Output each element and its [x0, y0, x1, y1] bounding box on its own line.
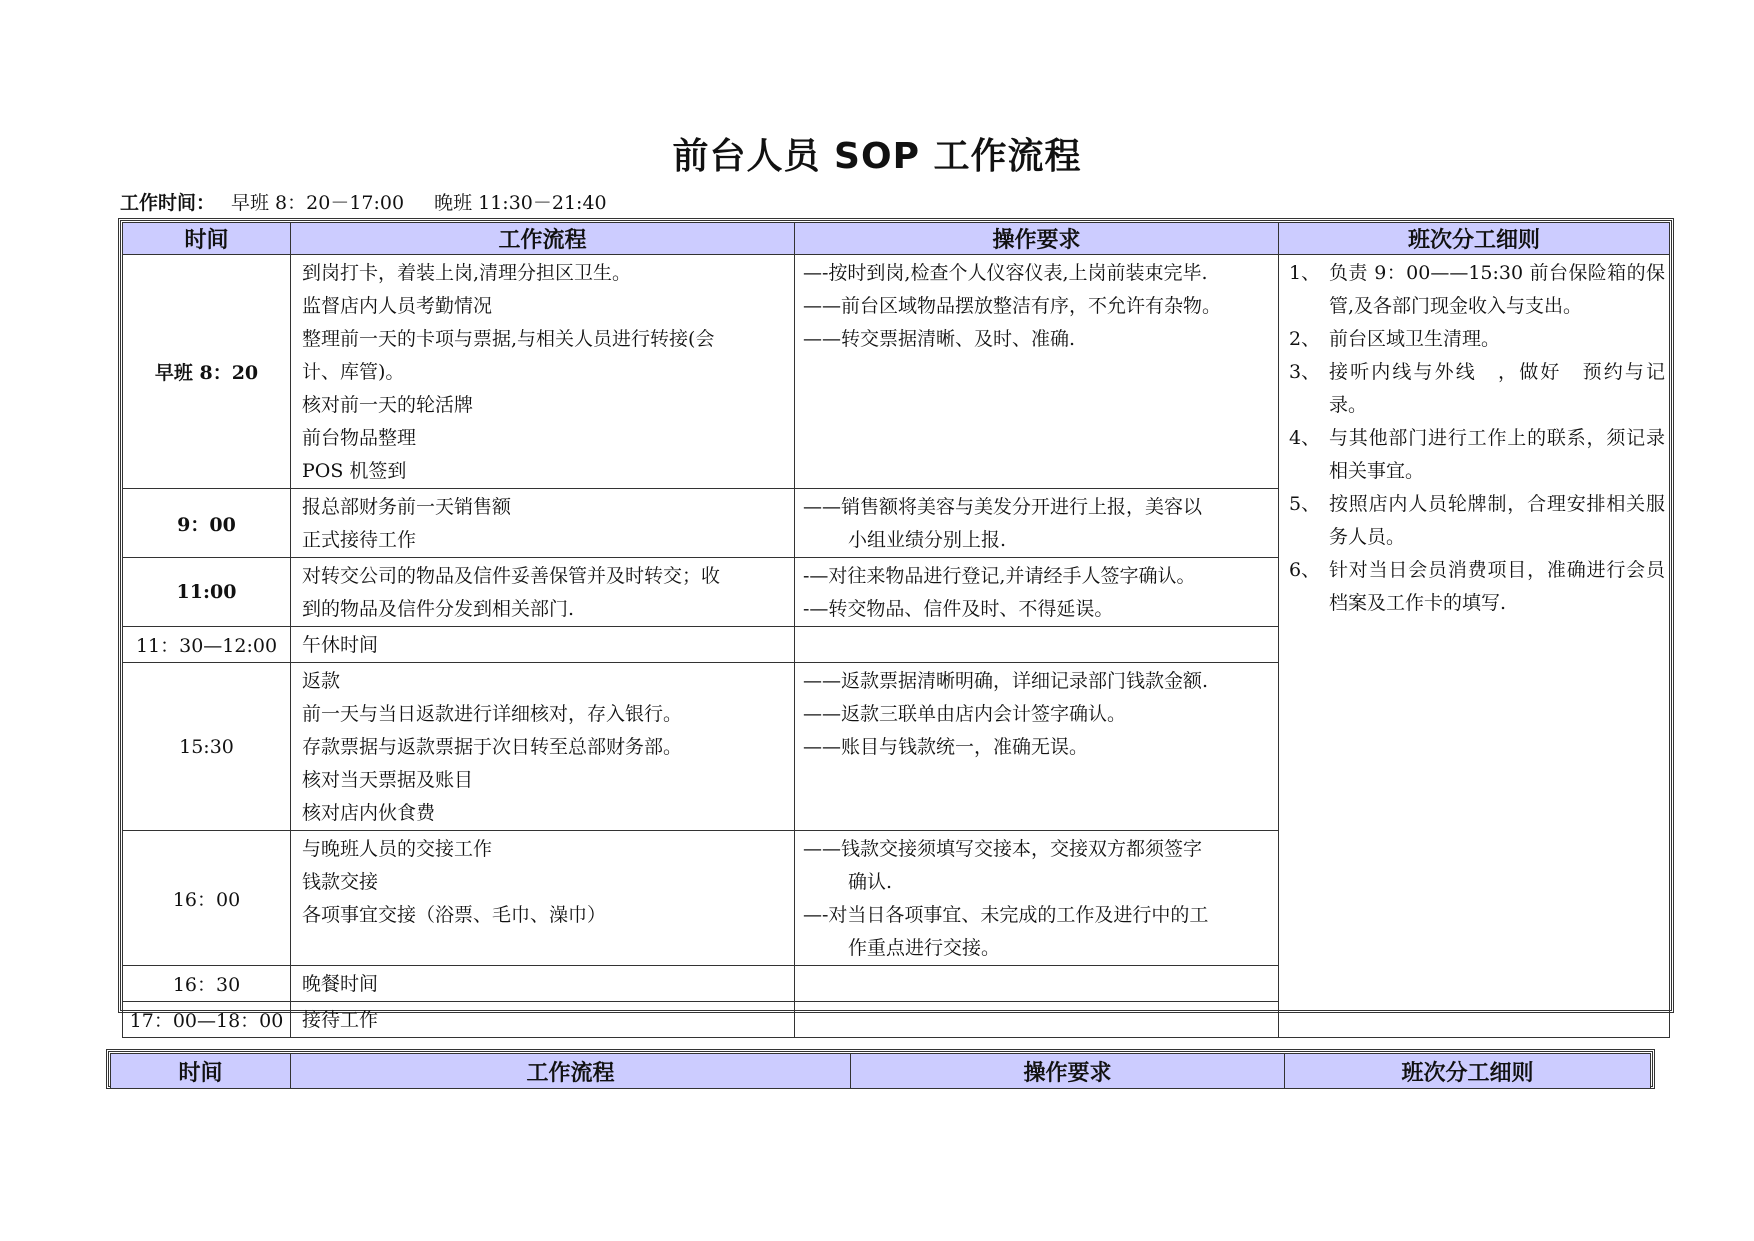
flow-line: 报总部财务前一天销售额 — [302, 496, 512, 518]
requirement-line: ——转交票据清晰、及时、准确. — [803, 328, 1076, 350]
morning-shift-time: 早班 8：20－17:00 — [231, 192, 405, 214]
requirement-line: ——钱款交接须填写交接本，交接双方都须签字 — [803, 838, 1203, 860]
flow-line: POS 机签到 — [302, 460, 407, 482]
requirement-line: -—转交物品、信件及时、不得延误。 — [803, 598, 1114, 620]
duty-number: 6、 — [1289, 559, 1321, 581]
requirement-line: —-按时到岗,检查个人仪容仪表,上岗前装束完毕. — [803, 262, 1208, 284]
requirement-line: ——前台区域物品摆放整洁有序，不允许有杂物。 — [803, 295, 1222, 317]
requirement-cell — [795, 663, 1279, 831]
flow-line: 前一天与当日返款进行详细核对，存入银行。 — [302, 703, 683, 725]
flow-line: 到岗打卡，着装上岗,清理分担区卫生。 — [302, 262, 632, 284]
requirement-cell — [795, 255, 1279, 489]
table-header-row — [111, 1054, 1651, 1089]
flow-line: 晚餐时间 — [302, 973, 379, 995]
flow-line: 核对前一天的轮活牌 — [302, 394, 474, 416]
requirement-line: 小组业绩分别上报. — [848, 529, 1007, 551]
header-duties: 班次分工细则 — [1279, 223, 1670, 255]
header-requirement: 操作要求 — [795, 223, 1279, 255]
flow-line: 核对店内伙食费 — [302, 802, 436, 824]
flow-cell — [291, 831, 795, 966]
header-time: 时间 — [111, 1054, 291, 1089]
duty-item — [1289, 323, 1665, 356]
page-title: 前台人员 SOP 工作流程 — [672, 136, 1082, 177]
requirement-cell — [795, 1002, 1279, 1038]
second-table-frame — [106, 1049, 1655, 1089]
requirement-line: -—对往来物品进行登记,并请经手人签字确认。 — [803, 565, 1196, 587]
requirement-line: ——返款票据清晰明确，详细记录部门钱款金额. — [803, 670, 1209, 692]
time-cell: 9：00 — [123, 489, 291, 558]
flow-line: 计、库管)。 — [302, 361, 405, 383]
flow-cell — [291, 663, 795, 831]
flow-line: 前台物品整理 — [302, 427, 417, 449]
duty-text: 与其他部门进行工作上的联系，须记录相关事宜。 — [1329, 427, 1665, 482]
work-time-label: 工作时间： — [120, 192, 216, 214]
duties-cell — [1279, 255, 1670, 1038]
duty-item — [1289, 257, 1665, 323]
flow-line: 返款 — [302, 670, 341, 692]
header-flow: 工作流程 — [291, 1054, 851, 1089]
duty-text: 负责 9：00——15:30 前台保险箱的保管,及各部门现金收入与支出。 — [1329, 262, 1665, 317]
time-cell: 11:00 — [123, 558, 291, 627]
flow-line: 存款票据与返款票据于次日转至总部财务部。 — [302, 736, 683, 758]
flow-line: 午休时间 — [302, 634, 379, 656]
flow-line: 正式接待工作 — [302, 529, 417, 551]
requirement-line: ——销售额将美容与美发分开进行上报，美容以 — [803, 496, 1203, 518]
flow-line: 整理前一天的卡项与票据,与相关人员进行转接(会 — [302, 328, 715, 350]
requirement-line: ——返款三联单由店内会计签字确认。 — [803, 703, 1127, 725]
requirement-line: ——账目与钱款统一，准确无误。 — [803, 736, 1089, 758]
flow-cell — [291, 558, 795, 627]
header-requirement: 操作要求 — [851, 1054, 1285, 1089]
duty-item — [1289, 422, 1665, 488]
duty-item — [1289, 554, 1665, 620]
requirement-line: 确认. — [848, 871, 893, 893]
time-cell: 17：00—18：00 — [123, 1002, 291, 1038]
header-flow: 工作流程 — [291, 223, 795, 255]
flow-line: 各项事宜交接（浴票、毛巾、澡巾） — [302, 904, 607, 926]
duty-number: 3、 — [1289, 361, 1321, 383]
duty-number: 5、 — [1289, 493, 1321, 515]
requirement-cell — [795, 966, 1279, 1002]
duty-number: 4、 — [1289, 427, 1321, 449]
header-time: 时间 — [123, 223, 291, 255]
requirement-cell — [795, 831, 1279, 966]
flow-line: 到的物品及信件分发到相关部门. — [302, 598, 575, 620]
second-table — [110, 1053, 1651, 1089]
flow-cell — [291, 489, 795, 558]
requirement-cell — [795, 627, 1279, 663]
flow-line: 监督店内人员考勤情况 — [302, 295, 493, 317]
duty-item — [1289, 356, 1665, 422]
evening-shift-time: 晚班 11:30－21:40 — [434, 192, 607, 214]
time-cell: 16：30 — [123, 966, 291, 1002]
header-duties: 班次分工细则 — [1285, 1054, 1651, 1089]
table-header-row — [123, 223, 1670, 255]
requirement-line: —-对当日各项事宜、未完成的工作及进行中的工 — [803, 904, 1209, 926]
time-cell: 15:30 — [123, 663, 291, 831]
requirement-cell — [795, 558, 1279, 627]
duty-text: 按照店内人员轮牌制，合理安排相关服务人员。 — [1329, 493, 1665, 548]
duty-text: 前台区域卫生清理。 — [1329, 328, 1501, 350]
flow-line: 钱款交接 — [302, 871, 379, 893]
flow-cell — [291, 1002, 795, 1038]
time-cell: 16：00 — [123, 831, 291, 966]
duty-number: 2、 — [1289, 328, 1321, 350]
flow-line: 核对当天票据及账目 — [302, 769, 474, 791]
flow-line: 对转交公司的物品及信件妥善保管并及时转交；收 — [302, 565, 721, 587]
duty-number: 1、 — [1289, 262, 1321, 284]
sop-table-frame — [118, 218, 1674, 1032]
sop-table — [122, 222, 1670, 1038]
flow-cell — [291, 627, 795, 663]
duty-text: 针对当日会员消费项目，准确进行会员档案及工作卡的填写. — [1329, 559, 1665, 614]
flow-cell — [291, 255, 795, 489]
time-cell: 早班 8：20 — [123, 255, 291, 489]
time-cell: 11：30—12:00 — [123, 627, 291, 663]
requirement-cell — [795, 489, 1279, 558]
flow-line: 与晚班人员的交接工作 — [302, 838, 493, 860]
duty-item — [1289, 488, 1665, 554]
requirement-line: 作重点进行交接。 — [848, 937, 1001, 959]
table-row — [123, 255, 1670, 489]
duty-text: 接听内线与外线 ，做好 预约与记录。 — [1329, 361, 1665, 416]
work-time — [120, 188, 607, 215]
flow-cell — [291, 966, 795, 1002]
flow-line: 接待工作 — [302, 1009, 379, 1031]
